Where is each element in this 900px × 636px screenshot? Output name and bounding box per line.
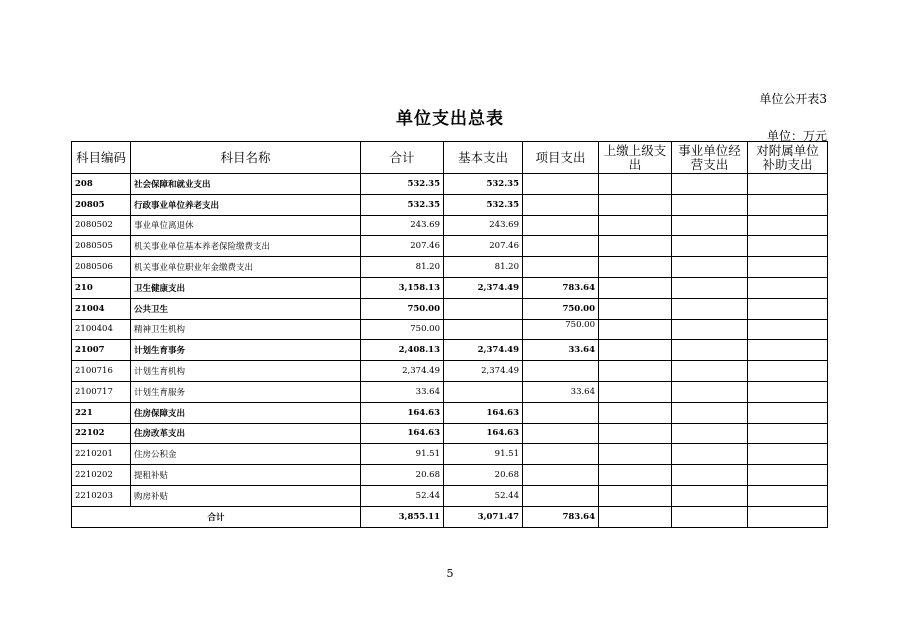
row-subsidy [748,194,828,215]
row-basic: 20.68 [444,465,523,486]
row-subsidy [748,298,828,319]
row-total: 2,374.49 [361,361,444,382]
row-business [672,236,748,257]
table-row [72,298,828,319]
table-row [72,485,828,506]
row-basic: 2,374.49 [444,361,523,382]
row-subsidy [748,236,828,257]
table-row [72,319,828,340]
header-name: 科目名称 [131,142,361,174]
header-business: 事业单位经营支出 [672,142,748,174]
row-basic: 91.51 [444,444,523,465]
row-total: 20.68 [361,465,444,486]
row-total: 164.63 [361,402,444,423]
header-subsidy: 对附属单位补助支出 [748,142,828,174]
total-amount: 3,855.11 [361,506,444,527]
row-basic: 2,374.49 [444,277,523,298]
row-upper [599,215,672,236]
row-name: 行政事业单位养老支出 [131,194,361,215]
row-name: 购房补贴 [131,485,361,506]
page-title: 单位支出总表 [396,109,504,129]
row-business [672,257,748,278]
row-subsidy [748,485,828,506]
row-name: 社会保障和就业支出 [131,174,361,195]
row-basic: 52.44 [444,485,523,506]
header-row [72,142,828,174]
row-upper [599,444,672,465]
row-name: 住房改革支出 [131,423,361,444]
row-name: 住房公积金 [131,444,361,465]
row-subsidy [748,402,828,423]
row-code: 2210201 [72,444,131,465]
row-basic [444,298,523,319]
row-subsidy [748,423,828,444]
total-upper [599,506,672,527]
row-basic [444,381,523,402]
row-upper [599,381,672,402]
row-project [523,465,599,486]
table-row [72,402,828,423]
row-basic: 532.35 [444,174,523,195]
header-project: 项目支出 [523,142,599,174]
row-upper [599,485,672,506]
row-upper [599,340,672,361]
row-code: 21007 [72,340,131,361]
row-total: 750.00 [361,298,444,319]
row-project [523,257,599,278]
row-upper [599,423,672,444]
page-number: 5 [446,567,454,580]
row-basic: 164.63 [444,423,523,444]
total-subsidy [748,506,828,527]
row-subsidy [748,444,828,465]
row-subsidy [748,174,828,195]
row-code: 2210203 [72,485,131,506]
row-basic: 164.63 [444,402,523,423]
row-subsidy [748,340,828,361]
row-basic: 207.46 [444,236,523,257]
row-subsidy [748,257,828,278]
row-basic: 243.69 [444,215,523,236]
row-business [672,465,748,486]
row-project [523,194,599,215]
table-row [72,381,828,402]
total-basic: 3,071.47 [444,506,523,527]
row-name: 精神卫生机构 [131,319,361,340]
row-total: 532.35 [361,174,444,195]
row-name: 机关事业单位基本养老保险缴费支出 [131,236,361,257]
table-row [72,277,828,298]
row-project [523,402,599,423]
row-business [672,194,748,215]
row-name: 机关事业单位职业年金缴费支出 [131,257,361,278]
row-total: 91.51 [361,444,444,465]
row-subsidy [748,319,828,340]
header-total: 合计 [361,142,444,174]
row-total: 3,158.13 [361,277,444,298]
row-name: 住房保障支出 [131,402,361,423]
row-code: 22102 [72,423,131,444]
row-code: 2100404 [72,319,131,340]
row-project: 750.00 [523,298,599,319]
row-business [672,423,748,444]
row-business [672,277,748,298]
row-code: 21004 [72,298,131,319]
row-code: 2100716 [72,361,131,382]
row-code: 2080506 [72,257,131,278]
row-upper [599,361,672,382]
row-total: 750.00 [361,319,444,340]
row-business [672,402,748,423]
table-row [72,174,828,195]
row-upper [599,465,672,486]
row-total: 207.46 [361,236,444,257]
row-project [523,236,599,257]
row-business [672,361,748,382]
row-name: 计划生育事务 [131,340,361,361]
row-subsidy [748,215,828,236]
table-row [72,236,828,257]
table-row [72,361,828,382]
row-total: 2,408.13 [361,340,444,361]
row-project [523,423,599,444]
row-name: 事业单位离退休 [131,215,361,236]
row-project [523,485,599,506]
row-upper [599,319,672,340]
table-row [72,194,828,215]
row-project [523,174,599,195]
row-subsidy [748,361,828,382]
table-row [72,423,828,444]
expenditure-table [71,141,828,528]
table-number-label: 单位公开表3 [759,92,827,106]
row-code: 208 [72,174,131,195]
row-subsidy [748,381,828,402]
row-project [523,215,599,236]
row-total: 52.44 [361,485,444,506]
total-label: 合计 [72,506,361,527]
table-row [72,444,828,465]
row-code: 2080502 [72,215,131,236]
header-basic: 基本支出 [444,142,523,174]
row-name: 提租补贴 [131,465,361,486]
table-row [72,215,828,236]
row-project [523,444,599,465]
row-name: 计划生育机构 [131,361,361,382]
total-project: 783.64 [523,506,599,527]
row-subsidy [748,277,828,298]
row-code: 2080505 [72,236,131,257]
row-upper [599,298,672,319]
table-row [72,465,828,486]
header-upper: 上缴上级支出 [599,142,672,174]
row-business [672,340,748,361]
row-upper [599,257,672,278]
row-subsidy [748,465,828,486]
row-basic: 81.20 [444,257,523,278]
row-name: 公共卫生 [131,298,361,319]
row-business [672,381,748,402]
row-upper [599,277,672,298]
row-business [672,298,748,319]
row-basic: 2,374.49 [444,340,523,361]
table-row [72,257,828,278]
row-upper [599,174,672,195]
table-row [72,340,828,361]
row-upper [599,194,672,215]
row-total: 81.20 [361,257,444,278]
row-business [672,215,748,236]
row-basic [444,319,523,340]
row-business [672,174,748,195]
row-code: 2100717 [72,381,131,402]
row-business [672,319,748,340]
row-project: 33.64 [523,381,599,402]
header-code: 科目编码 [72,142,131,174]
row-business [672,485,748,506]
row-code: 210 [72,277,131,298]
row-name: 计划生育服务 [131,381,361,402]
row-upper [599,236,672,257]
row-name: 卫生健康支出 [131,277,361,298]
row-upper [599,402,672,423]
row-basic: 532.35 [444,194,523,215]
unit-label: 单位：万元 [766,129,827,143]
row-code: 20805 [72,194,131,215]
total-row [72,506,828,527]
row-code: 2210202 [72,465,131,486]
row-total: 243.69 [361,215,444,236]
row-total: 33.64 [361,381,444,402]
row-project [523,361,599,382]
total-business [672,506,748,527]
row-project: 33.64 [523,340,599,361]
row-project: 783.64 [523,277,599,298]
row-project: 750.00 [523,319,599,340]
row-code: 221 [72,402,131,423]
row-total: 164.63 [361,423,444,444]
row-business [672,444,748,465]
row-total: 532.35 [361,194,444,215]
